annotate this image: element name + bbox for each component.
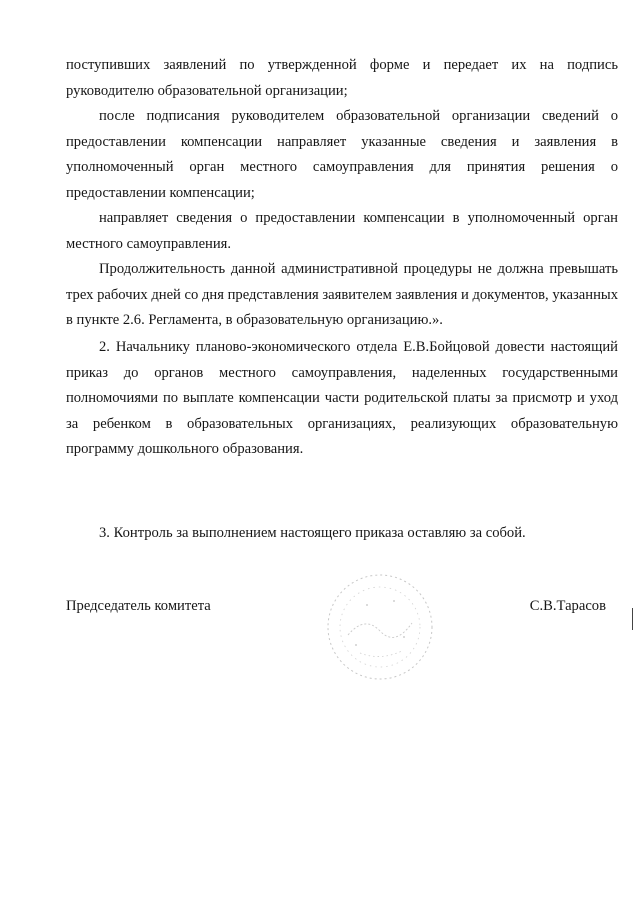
signature-name: С.В.Тарасов — [529, 598, 606, 614]
paragraph-sends-information: направляет сведения о предоставлении компенсации в уполномоченный орган местного самоуправления. — [66, 210, 618, 252]
clause-2: 2. Начальнику планово-экономического отдела Е.В.Бойцовой довести настоящий приказ до органов местного самоуправления, наделенных государственными полномочиями по выплате компенсации части родительской платы за присмотр и уход за ребенком в образовательных организациях, реализующих образовательную программу дошкольного образования. — [66, 339, 618, 457]
paragraph-procedure-duration: Продолжительность данной административной процедуры не должна превышать трех рабочих дней со дня представления заявителем заявления и документов, указанных в пункте 2.6. Регламента, в образовательную организацию.». — [66, 261, 618, 328]
official-stamp — [320, 565, 440, 690]
paragraph-after-signing: после подписания руководителем образовательной организации сведений о предоставлении компенсации направляет указанные сведения и заявления в уполномоченный орган местного самоуправления для принятия решения о предоставлении компенсации; — [66, 108, 618, 201]
signature-title: Председатель комитета — [66, 598, 211, 614]
clause-3: 3. Контроль за выполнением настоящего приказа оставляю за собой. — [99, 525, 526, 541]
paragraph-1-continuation: поступивших заявлений по утвержденной форме и передает их на подпись руководителю образовательной организации; — [66, 57, 618, 99]
edge-mark — [632, 608, 633, 630]
